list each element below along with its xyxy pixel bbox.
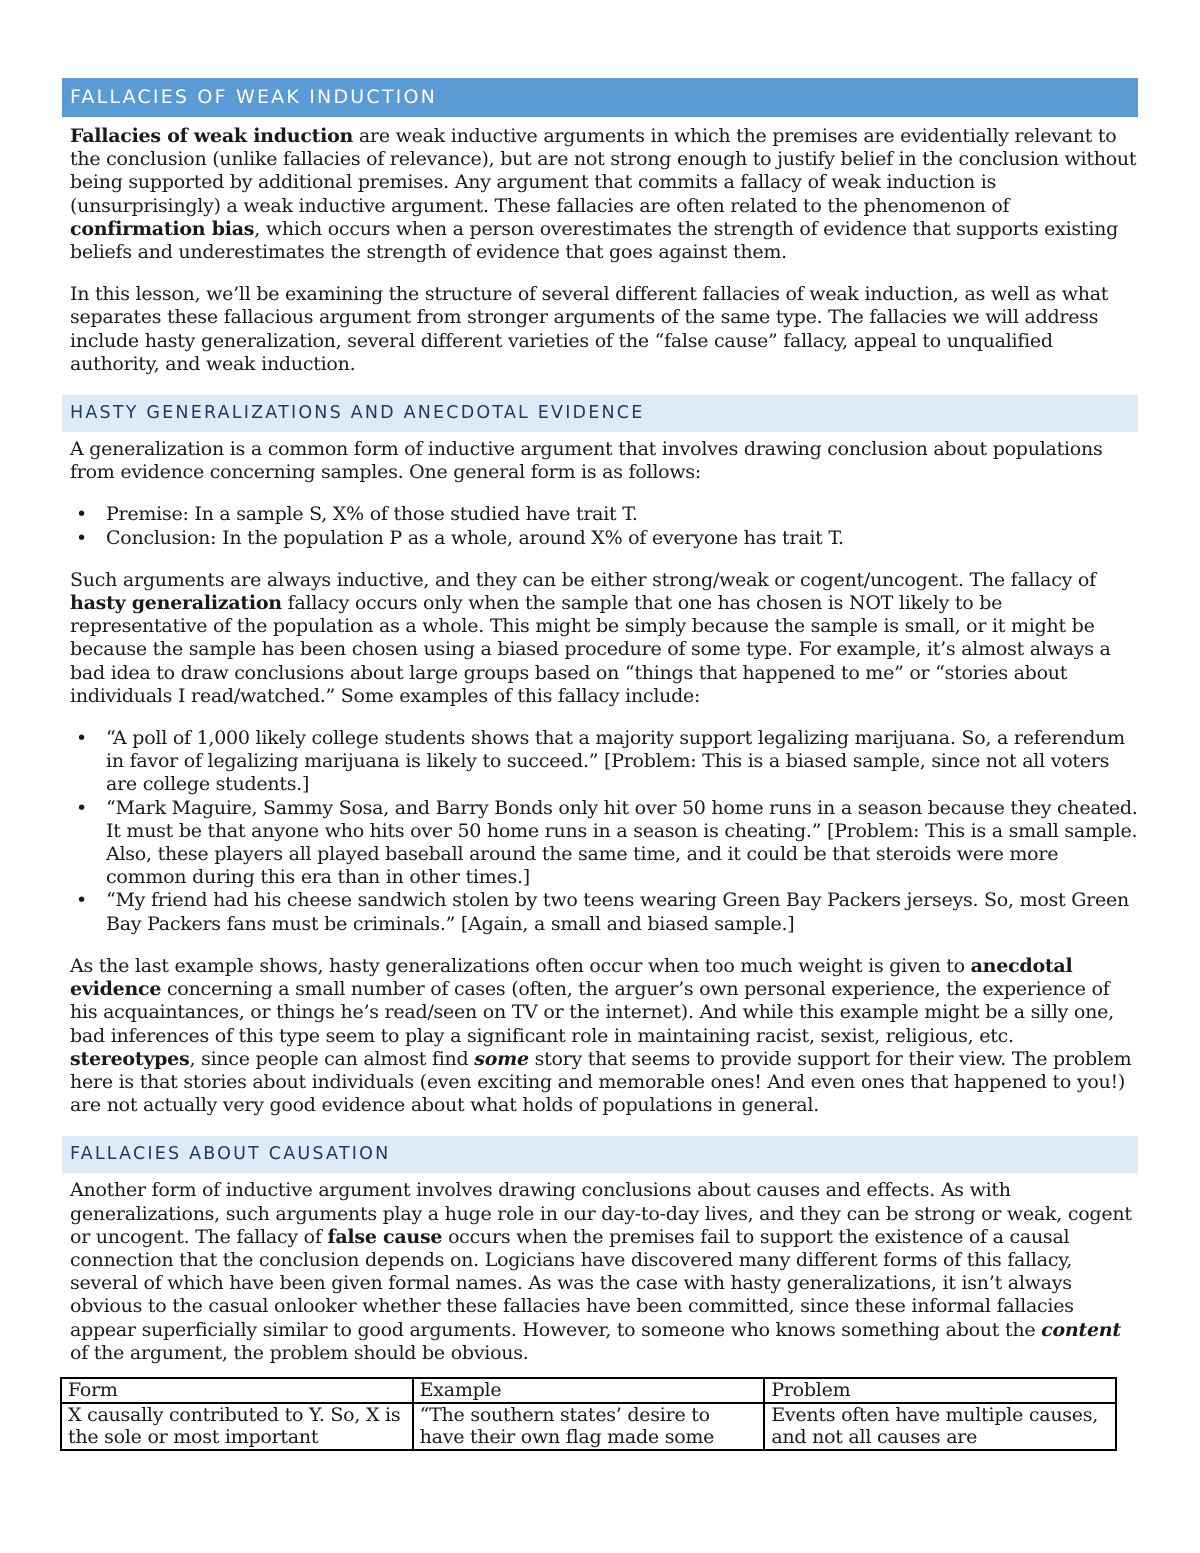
table-cell: X causally contributed to Y. So, X is the sole or most important — [61, 1403, 413, 1450]
table-header-row — [61, 1378, 1116, 1403]
generalization-paragraph: A generalization is a common form of inductive argument that involves drawing conclusion about populations from evidence concerning samples. One general form is as follows: — [70, 438, 1103, 484]
table-row — [61, 1403, 1116, 1450]
causation-paragraph: Another form of inductive argument involves drawing conclusions about causes and effects. As with generalizations, such arguments play a huge role in our day-to-day lives, and they can be strong or weak, cogent or uncogent. The fallacy of false cause occurs when the premises fail to support the existence of a causal connection that the conclusion depends on. Logicians have discovered many different forms of this fallacy, several of which have been given formal names. As was the case with hasty generalizations, it isn’t always obvious to the casual onlooker whether these fallacies have been committed, since these informal fallacies appear superficially similar to good arguments. However, to someone who knows something about the content of the argument, the problem should be obvious. — [70, 1179, 1132, 1364]
term-stereotypes: stereotypes — [70, 1047, 190, 1070]
term-fallacies-of-weak-induction: Fallacies of weak induction — [70, 125, 354, 147]
term-confirmation-bias: confirmation bias — [70, 217, 255, 240]
list-item: • Conclusion: In the population P as a whole, around X% of everyone has trait T. — [106, 527, 1138, 550]
hasty-generalization-paragraph: Such arguments are always inductive, and they can be either strong/weak or cogent/uncogent. The fallacy of hasty generalization fallacy occurs only when the sample that one has chosen is NOT likely to be representative of the population as a whole. This might be simply because the sample is small, or it might be because the sample has been chosen using a biased procedure of some type. For example, it’s almost always a bad idea to draw conclusions about large groups based on “things that happened to me” or “stories about individuals I read/watched.” Some examples of this fallacy include: — [70, 568, 1111, 707]
false-cause-table — [60, 1377, 1117, 1451]
emphasis-some: some — [474, 1047, 529, 1070]
list-item: • “My friend had his cheese sandwich stolen by two teens wearing Green Bay Packers jerseys. So, most Green Bay Packers fans must be criminals.” [Again, a small and biased sample.] — [106, 889, 1138, 935]
generalization-form-list — [70, 503, 1138, 549]
list-item: • “A poll of 1,000 likely college students shows that a majority support legalizing marijuana. So, a referendum in favor of legalizing marijuana is likely to succeed.” [Problem: This is a biased sample, since not all voters are college students.] — [106, 727, 1138, 797]
list-item: • “Mark Maguire, Sammy Sosa, and Barry Bonds only hit over 50 home runs in a season because they cheated. It must be that anyone who hits over 50 home runs in a season is cheating.” [Problem: This is a small sample. Also, these players all played baseball around the same time, and it could be that steroids were more common during this era than in other times.] — [106, 797, 1138, 890]
hasty-generalizations-heading: HASTY GENERALIZATIONS AND ANECDOTAL EVIDENCE — [62, 395, 1138, 432]
document-page — [62, 78, 1138, 1451]
table-cell: Events often have multiple causes, and not all causes are — [764, 1403, 1116, 1450]
table-header-problem: Problem — [764, 1378, 1116, 1403]
term-false-cause: false cause — [327, 1225, 443, 1248]
main-heading: FALLACIES OF WEAK INDUCTION — [62, 78, 1138, 117]
term-hasty-generalization: hasty generalization — [70, 592, 282, 615]
table-cell: “The southern states’ desire to have their own flag made some — [413, 1403, 765, 1450]
lesson-overview-paragraph: In this lesson, we’ll be examining the structure of several different fallacies of weak induction, as well as what separates these fallacious argument from stronger arguments of the same type. The fallacies we will address include hasty generalization, several different varieties of the “false cause” fallacy, appeal to unqualified authority, and weak induction. — [70, 283, 1109, 375]
anecdotal-evidence-paragraph: As the last example shows, hasty generalizations often occur when too much weight is given to anecdotal evidence concerning a small number of cases (often, the arguer’s own personal experience, the experience of his acquaintances, or things he’s read/seen on TV or the internet). And while this example might be a silly one, bad inferences of this type seem to play a significant role in maintaining racist, sexist, religious, etc. stereotypes, since people can almost find some story that seems to provide support for their view. The problem here is that stories about individuals (even exciting and memorable ones! And even ones that happened to you!) are not actually very good evidence about what holds of populations in general. — [70, 954, 1132, 1117]
table-header-example: Example — [413, 1378, 765, 1403]
examples-list — [70, 727, 1138, 936]
causation-heading: FALLACIES ABOUT CAUSATION — [62, 1136, 1138, 1173]
intro-paragraph: Fallacies of weak induction are weak inductive arguments in which the premises are evidentially relevant to the conclusion (unlike fallacies of relevance), but are not strong enough to justify belief in the conclusion without being supported by additional premises. Any argument that commits a fallacy of weak induction is (unsurprisingly) a weak inductive argument. These fallacies are often related to the phenomenon of confirmation bias, which occurs when a person overestimates the strength of evidence that supports existing beliefs and underestimates the strength of evidence that goes against them. — [70, 125, 1137, 264]
list-item: • Premise: In a sample S, X% of those studied have trait T. — [106, 503, 1138, 526]
table-header-form: Form — [61, 1378, 413, 1403]
term-anecdotal-evidence: anecdotal evidence — [70, 954, 1073, 1001]
emphasis-content: content — [1041, 1318, 1121, 1341]
